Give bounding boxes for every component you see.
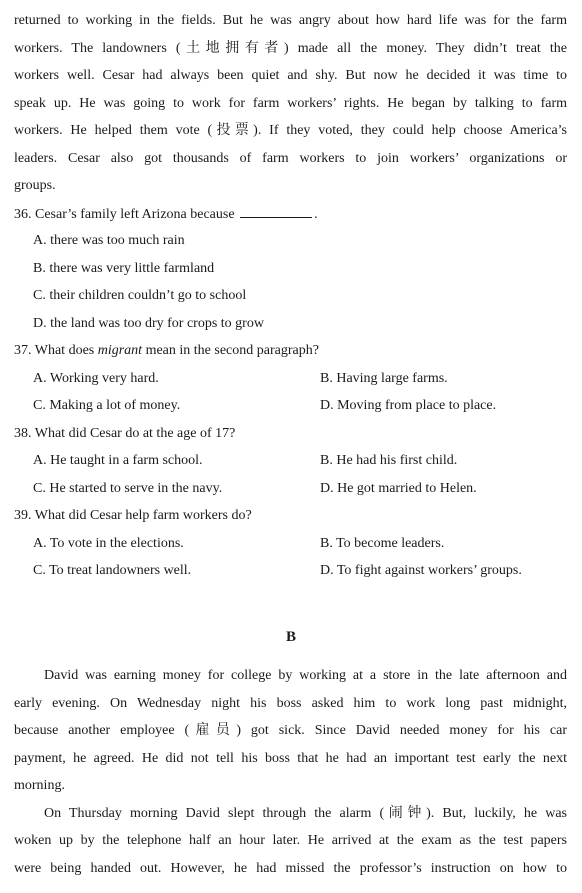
passage-b-line: woken up by the telephone half an hour later. He arrived at the exam as the test papers bbox=[14, 833, 567, 848]
question-36-option-d: D. the land was too dry for crops to grow bbox=[33, 316, 264, 331]
question-37-option-d: D. Moving from place to place. bbox=[320, 398, 497, 413]
section-b-heading: B bbox=[285, 629, 296, 645]
question-38-stem: 38. What did Cesar do at the age of 17? bbox=[14, 426, 236, 441]
question-36-option-a: A. there was too much rain bbox=[33, 233, 185, 248]
passage-b-line: because another employee (雇员) got sick. Since David needed money for his car bbox=[14, 723, 567, 738]
question-38-option-c: C. He started to serve in the navy. bbox=[33, 481, 223, 496]
question-37-option-c: C. Making a lot of money. bbox=[33, 398, 181, 413]
question-36-option-c: C. their children couldn’t go to school bbox=[33, 288, 247, 303]
question-38-option-b: B. He had his first child. bbox=[320, 453, 458, 468]
passage-b-line: morning. bbox=[14, 778, 65, 793]
passage-a-line: workers well. Cesar had always been quiet and shy. But now he decided it was time to bbox=[14, 68, 567, 83]
passage-a-line: workers. The landowners (土地拥有者) made all the money. They didn’t treat the bbox=[14, 41, 567, 56]
question-36-text: 36. Cesar’s family left Arizona because bbox=[14, 207, 235, 222]
question-37-text: 37. What does bbox=[14, 343, 95, 358]
question-39-option-d: D. To fight against workers’ groups. bbox=[320, 563, 522, 578]
question-37-text-end: mean in the second paragraph? bbox=[145, 343, 319, 358]
question-39-option-c: C. To treat landowners well. bbox=[33, 563, 192, 578]
passage-a-line: groups. bbox=[14, 178, 56, 193]
passage-b-line: On Thursday morning David slept through the alarm (闹钟). But, luckily, he was bbox=[44, 806, 567, 821]
answer-blank bbox=[240, 205, 312, 218]
question-37-stem bbox=[14, 342, 567, 360]
question-37-option-b: B. Having large farms. bbox=[320, 371, 448, 386]
passage-b-line: David was earning money for college by working at a store in the late afternoon and bbox=[44, 668, 567, 683]
question-38-option-a: A. He taught in a farm school. bbox=[33, 453, 203, 468]
passage-a-line: workers. He helped them vote (投票). If they voted, they could help choose America’s bbox=[14, 123, 567, 138]
question-39-option-a: A. To vote in the elections. bbox=[33, 536, 184, 551]
passage-a-line: returned to working in the fields. But he was angry about how hard life was for the farm bbox=[14, 13, 567, 28]
question-38-option-d: D. He got married to Helen. bbox=[320, 481, 477, 496]
question-36-end: . bbox=[314, 207, 318, 222]
passage-b-line: early evening. On Wednesday night his boss asked him to work long past midnight, bbox=[14, 696, 567, 711]
question-37-keyword: migrant bbox=[97, 343, 143, 358]
question-36-option-b: B. there was very little farmland bbox=[33, 261, 215, 276]
question-37-option-a: A. Working very hard. bbox=[33, 371, 159, 386]
passage-a-line: speak up. He was going to work for farm workers’ rights. He began by talking to farm bbox=[14, 96, 567, 111]
question-39-option-b: B. To become leaders. bbox=[320, 536, 445, 551]
question-39-stem: 39. What did Cesar help farm workers do? bbox=[14, 508, 252, 523]
passage-b-line: were being handed out. However, he had missed the professor’s instruction on how to bbox=[14, 861, 567, 876]
passage-b-line: payment, he agreed. He did not tell his boss that he had an important test early the next bbox=[14, 751, 567, 766]
passage-a-line: leaders. Cesar also got thousands of farm workers to join workers’ organizations or bbox=[14, 151, 567, 166]
question-36-stem bbox=[14, 205, 567, 224]
